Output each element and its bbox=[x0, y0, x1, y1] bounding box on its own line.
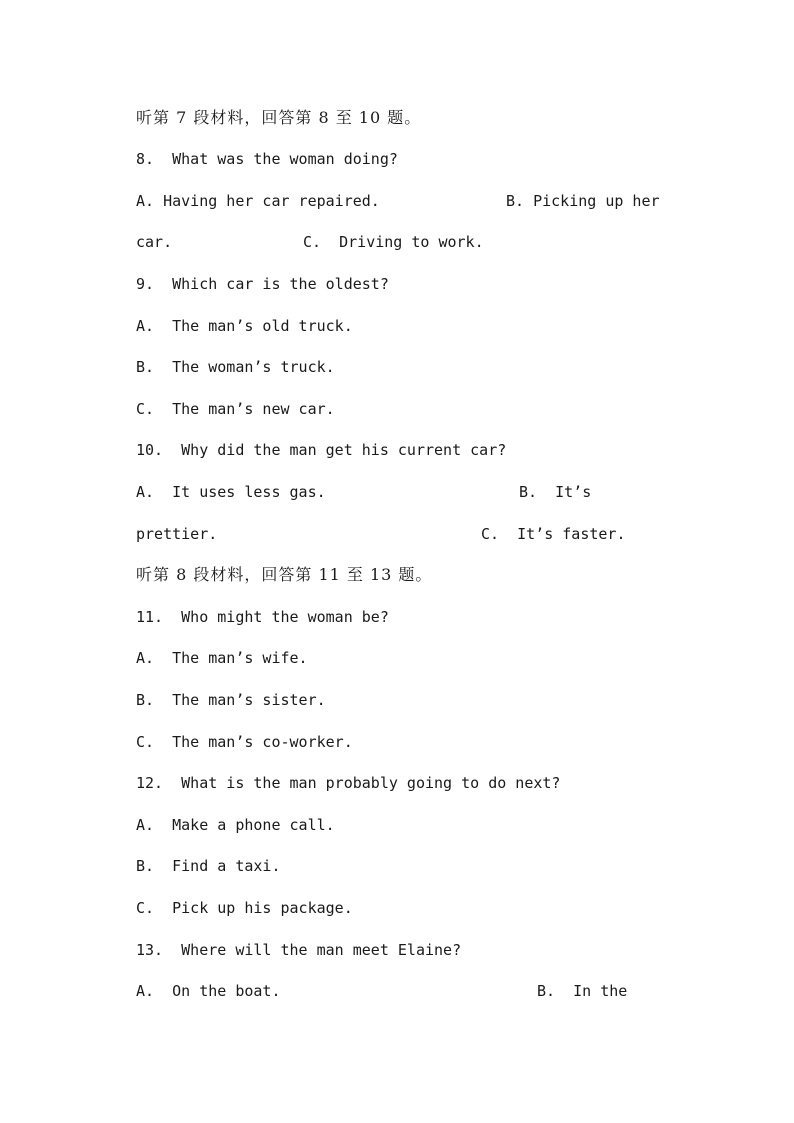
question-12-option-a: A. Make a phone call. bbox=[136, 816, 335, 834]
question-10-option-c: C. It’s faster. bbox=[481, 525, 626, 543]
section-7-heading: 听第 7 段材料，回答第 8 至 10 题。 bbox=[136, 108, 422, 127]
section-8-heading: 听第 8 段材料，回答第 11 至 13 题。 bbox=[136, 565, 433, 584]
question-11-option-a: A. The man’s wife. bbox=[136, 649, 308, 667]
question-11-option-b: B. The man’s sister. bbox=[136, 691, 326, 709]
question-8-stem: 8. What was the woman doing? bbox=[136, 150, 398, 168]
question-8-option-b-continued: car. bbox=[136, 233, 173, 251]
question-9-stem: 9. Which car is the oldest? bbox=[136, 275, 389, 293]
question-10-option-a: A. It uses less gas. bbox=[136, 483, 326, 501]
question-10-option-b: B. It’s bbox=[519, 483, 592, 501]
question-8-option-b: B. Picking up her bbox=[506, 192, 660, 210]
question-10-options-row-2 bbox=[136, 524, 664, 604]
question-8-option-c: C. Driving to work. bbox=[303, 233, 484, 251]
question-12-option-c: C. Pick up his package. bbox=[136, 899, 353, 917]
question-9-option-c: C. The man’s new car. bbox=[136, 400, 335, 418]
question-10-stem: 10. Why did the man get his current car? bbox=[136, 441, 507, 459]
question-8-option-a: A. Having her car repaired. bbox=[136, 192, 380, 210]
question-13-stem: 13. Where will the man meet Elaine? bbox=[136, 941, 462, 959]
question-10-option-b-continued: prettier. bbox=[136, 525, 218, 543]
question-8-options-row-2 bbox=[136, 232, 664, 312]
question-13-option-a: A. On the boat. bbox=[136, 982, 281, 1000]
question-11-stem: 11. Who might the woman be? bbox=[136, 608, 389, 626]
question-9-option-b: B. The woman’s truck. bbox=[136, 358, 335, 376]
question-12-stem: 12. What is the man probably going to do next? bbox=[136, 774, 561, 792]
question-13-option-b: B. In the bbox=[537, 982, 628, 1000]
question-11-option-c: C. The man’s co-worker. bbox=[136, 733, 353, 751]
question-12-option-b: B. Find a taxi. bbox=[136, 857, 281, 875]
question-9-option-a: A. The man’s old truck. bbox=[136, 317, 353, 335]
question-13-options-row-1 bbox=[136, 981, 664, 1061]
